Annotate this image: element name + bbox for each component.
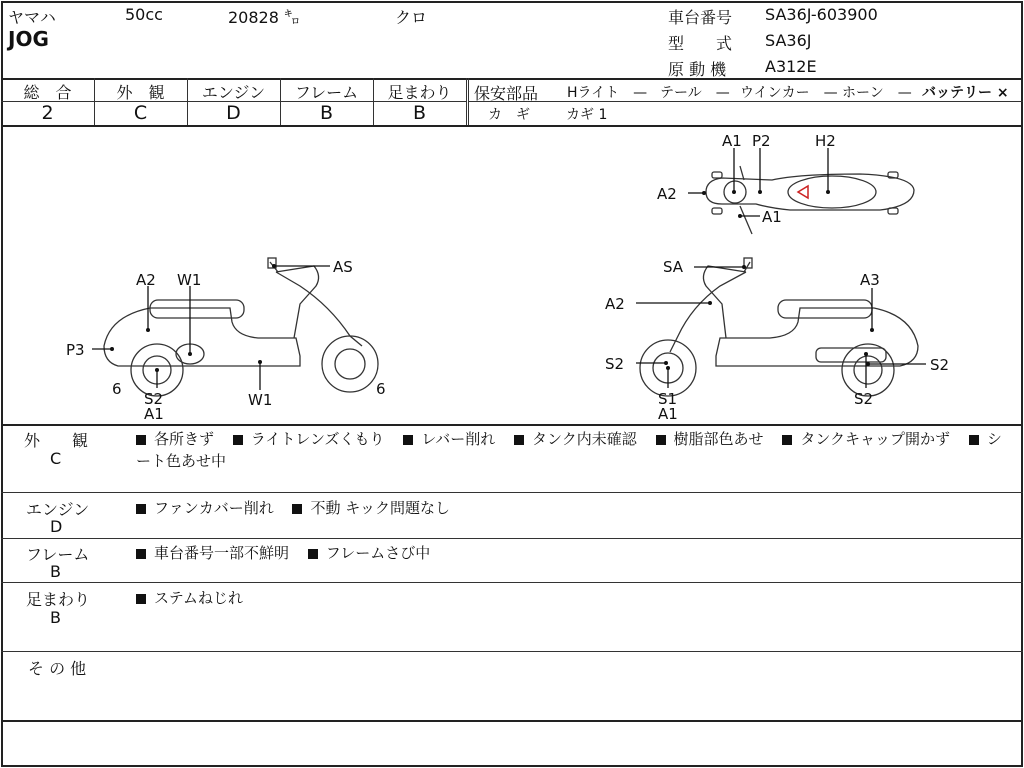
bullet-icon <box>233 435 243 445</box>
diag-label: AS <box>333 258 353 276</box>
diag-label: S2 <box>930 356 950 374</box>
section-rule <box>1 492 1023 493</box>
security-tail: テール — <box>660 85 730 101</box>
bullet-icon <box>292 504 302 514</box>
diag-label: A2 <box>657 185 677 203</box>
bullet-icon <box>136 435 146 445</box>
note: シート色あせ中 <box>136 430 1002 470</box>
diag-label: A1 <box>722 132 742 150</box>
note: 不動 キック問題なし <box>310 499 450 517</box>
diag-label: SA <box>663 258 684 276</box>
diag-label: S2 <box>144 390 164 408</box>
engine-notes <box>136 497 464 518</box>
note: 各所きず <box>154 430 215 448</box>
bullet-icon <box>782 435 792 445</box>
diag-label: A1 <box>144 405 164 423</box>
note: フレームさび中 <box>325 544 431 562</box>
mileage: 20828 ㌔ <box>228 8 300 27</box>
frame-no: SA36J-603900 <box>765 5 878 24</box>
diag-label: H2 <box>815 132 836 150</box>
grade-label-suspension: 足まわり <box>387 83 452 102</box>
security-title: 保安部品 <box>474 84 539 103</box>
model-name: JOG <box>8 27 49 51</box>
diag-label: 6 <box>112 380 122 398</box>
bullet-icon <box>969 435 979 445</box>
security-horn: ホーン — <box>842 85 912 101</box>
leader-lines <box>92 148 926 390</box>
grade-value-engine: D <box>226 102 241 124</box>
section-rule <box>1 582 1023 583</box>
type-value: SA36J <box>765 31 812 50</box>
grade-label-frame: フレーム <box>294 83 359 102</box>
note: タンクキャップ開かず <box>800 430 951 448</box>
maker: ヤマハ <box>8 8 56 27</box>
exterior-notes <box>136 428 1006 472</box>
diag-label: S1 <box>658 390 678 408</box>
grade-value-exterior: C <box>133 102 148 124</box>
diag-label: W1 <box>248 391 273 409</box>
note: ステムねじれ <box>154 589 243 607</box>
bullet-icon <box>136 594 146 604</box>
diag-label: A3 <box>860 271 880 289</box>
section-title-engine: エンジン <box>26 500 90 519</box>
diag-label: S2 <box>854 390 874 408</box>
security-winker: ウインカー — <box>740 85 838 101</box>
engine-label: 原 動 機 <box>668 60 727 79</box>
diag-label: S2 <box>605 355 625 373</box>
note: タンク内未確認 <box>532 430 637 448</box>
suspension-notes <box>136 587 257 608</box>
diag-label: 6 <box>376 380 386 398</box>
grade-label-exterior: 外 観 <box>116 83 165 102</box>
section-rule <box>1 651 1023 652</box>
section-grade-engine: D <box>50 517 63 536</box>
note: ファンカバー削れ <box>154 499 274 517</box>
note: レバー削れ <box>421 430 496 448</box>
sections-top-rule <box>1 424 1023 426</box>
grade-value-frame: B <box>319 102 334 124</box>
grade-label-engine: エンジン <box>201 83 266 102</box>
bullet-icon <box>308 549 318 559</box>
damage-diagram <box>0 126 1024 424</box>
note: 車台番号一部不鮮明 <box>154 544 290 562</box>
displacement: 50cc <box>125 5 163 24</box>
grade-value-suspension: B <box>412 102 427 124</box>
top-view-scooter <box>706 166 914 234</box>
section-rule <box>1 538 1023 539</box>
bullet-icon <box>136 504 146 514</box>
bullet-icon <box>136 549 146 559</box>
bullet-icon <box>656 435 666 445</box>
diag-label: P3 <box>66 341 85 359</box>
diag-label: P2 <box>752 132 771 150</box>
diag-label: A2 <box>136 271 156 289</box>
frame-notes <box>136 542 444 563</box>
sections-bottom-rule <box>1 720 1023 722</box>
grade-value-total: 2 <box>41 102 54 124</box>
section-title-frame: フレーム <box>26 545 90 564</box>
note: ライトレンズくもり <box>250 430 385 448</box>
grade-label-total: 総 合 <box>23 83 72 102</box>
section-grade-frame: B <box>50 562 61 581</box>
key-value: カギ 1 <box>566 107 608 123</box>
section-grade-suspension: B <box>50 608 61 627</box>
security-battery: バッテリー × <box>922 85 1009 101</box>
security-headlight: Hライト — <box>567 85 648 101</box>
diag-label: A1 <box>762 208 782 226</box>
frame-no-label: 車台番号 <box>668 8 733 27</box>
note: 樹脂部色あせ <box>673 430 764 448</box>
bullet-icon <box>403 435 413 445</box>
section-title-exterior: 外 観 <box>24 431 89 450</box>
bullet-icon <box>514 435 524 445</box>
section-title-other: そ の 他 <box>28 659 87 678</box>
type-label: 型 式 <box>668 34 733 53</box>
color: クロ <box>395 8 428 27</box>
section-title-suspension: 足まわり <box>26 590 91 609</box>
grade-col-line <box>466 78 467 125</box>
section-grade-exterior: C <box>50 449 62 468</box>
diag-label: W1 <box>177 271 202 289</box>
diag-label: A2 <box>605 295 625 313</box>
diag-label: A1 <box>658 405 678 423</box>
key-label: カ ギ <box>488 107 530 123</box>
engine-value: A312E <box>765 57 817 76</box>
grade-col-line <box>468 78 469 125</box>
